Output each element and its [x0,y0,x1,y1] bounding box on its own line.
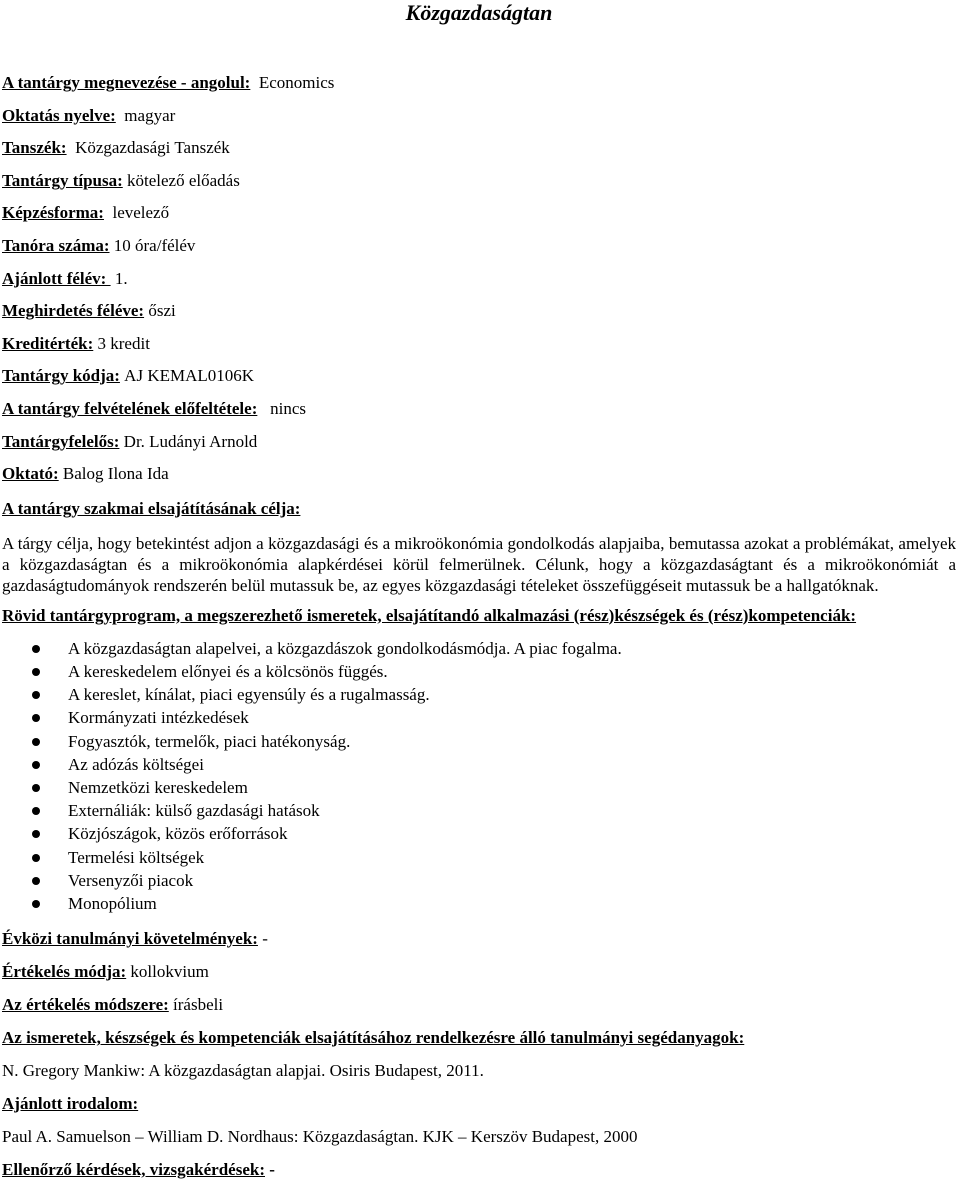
list-item [2,753,956,776]
questions-row [2,1159,956,1181]
field-value: nincs [270,398,306,418]
field-value: Economics [258,73,335,92]
field-label: Ajánlott félév: [2,268,111,288]
field-value: Balog Ilona Ida [62,464,169,484]
bullet-icon [32,830,40,838]
list-item [2,776,956,799]
list-item [2,822,956,845]
literature-text: Paul A. Samuelson – William D. Nordhaus: Közgazdaságtan. KJK – Kerszöv Budapest, 2000 [2,1127,638,1147]
list-item [2,683,956,706]
requirements-label: Évközi tanulmányi követelmények: [2,929,258,949]
list-item-text: Termelési költségek [68,847,205,867]
field-hours [2,235,956,268]
list-item [2,799,956,822]
list-item-text: Közjószágok, közös erőforrások [68,824,288,844]
bullet-icon [32,900,40,908]
field-value: kötelező előadás [127,170,240,190]
field-label: Képzésforma: [2,203,104,223]
questions-label: Ellenőrző kérdések, vizsgakérdések: [2,1160,265,1180]
field-value: levelező [112,203,170,223]
list-item-text: Fogyasztók, termelők, piaci hatékonyság. [68,731,351,751]
field-label: Tantárgy típusa: [2,170,123,190]
assessment-mode-label: Értékelés módja: [2,962,127,982]
assessment-method-row [2,994,956,1016]
bullet-icon [32,738,40,746]
field-course-code [2,365,956,398]
list-item-text: A kereslet, kínálat, piaci egyensúly és a rugalmasság. [68,685,430,705]
field-course-type [2,170,956,203]
field-value: 3 kredit [97,333,150,353]
field-training-form [2,202,956,235]
field-value: őszi [148,301,176,321]
program-heading: Rövid tantárgyprogram, a megszerezhető ismeretek, elsajátítandó alkalmazási (rész)készségek és (rész)kompetenciák: [2,605,857,625]
document-title: Közgazdaságtan [405,0,553,25]
bullet-icon [32,761,40,769]
bullet-icon [32,645,40,653]
topic-list [2,637,956,915]
list-item-text: Kormányzati intézkedések [68,708,249,728]
field-label: A tantárgy felvételének előfeltétele: [2,398,258,418]
field-label: Kreditérték: [2,333,94,353]
list-item [2,846,956,869]
materials-heading: Az ismeretek, készségek és kompetenciák elsajátításához rendelkezésre álló tanulmányi segédanyagok: [2,1028,745,1048]
goal-text: A tárgy célja, hogy betekintést adjon a közgazdasági és a mikroökonómia gondolkodás alapjaiba, bemutassa azokat a problémákat, amelyek a közgazdaságtan és a mikroökonómia alapkérdései körül felmerülnek. Célunk, hogy a közgazdaságtant és a mikroökonómiát a gazdaságtudományok rendszerén belül mutassuk be, az egyes közgazdasági tételeket összefüggéseit mutassuk be a hallgatóknak. [2,533,956,595]
list-item-text: A kereskedelem előnyei és a kölcsönös függés. [68,661,388,681]
field-credits [2,333,956,366]
course-document [2,0,956,1181]
field-responsible [2,431,956,464]
list-item [2,892,956,915]
assessment-mode-row [2,961,956,983]
bullet-icon [32,668,40,676]
list-item [2,706,956,729]
field-announced-semester [2,300,956,333]
field-value: AJ KEMAL0106K [124,366,255,386]
list-item [2,637,956,660]
list-item [2,869,956,892]
course-fields [2,72,956,496]
field-lecturer [2,463,956,496]
bullet-icon [32,877,40,885]
list-item-text: A közgazdaságtan alapelvei, a közgazdászok gondolkodásmódja. A piac fogalma. [68,638,622,658]
field-value: 10 óra/félév [113,235,196,255]
requirements-value: - [257,929,268,949]
field-recommended-semester [2,268,956,301]
field-english-name [2,72,956,105]
list-item-text: Monopólium [68,893,157,913]
requirements-row [2,928,956,950]
list-item [2,660,956,683]
bullet-icon [32,691,40,699]
field-label: Tanszék: [2,138,67,158]
field-value: Dr. Ludányi Arnold [123,431,258,451]
field-value: magyar [124,105,176,125]
field-label: Tanóra száma: [2,235,110,255]
list-item [2,730,956,753]
field-label: Meghirdetés féléve: [2,301,145,321]
list-item-text: Versenyzői piacok [68,870,194,890]
list-item-text: Az adózás költségei [68,754,204,774]
field-label: Tantárgyfelelős: [2,431,120,451]
field-label: Oktató: [2,464,59,484]
materials-text: N. Gregory Mankiw: A közgazdaságtan alapjai. Osiris Budapest, 2011. [2,1061,484,1081]
field-value: 1. [114,268,128,288]
field-label: Oktatás nyelve: [2,105,116,125]
field-prerequisite [2,398,956,431]
field-value: Közgazdasági Tanszék [75,138,230,158]
field-label: A tantárgy megnevezése - angolul: [2,73,251,92]
bullet-icon [32,784,40,792]
literature-heading: Ajánlott irodalom: [2,1094,139,1114]
assessment-mode-value: kollokvium [126,962,209,982]
assessment-method-value: írásbeli [168,995,224,1015]
field-label: Tantárgy kódja: [2,366,120,386]
field-language [2,105,956,138]
field-department [2,137,956,170]
bullet-icon [32,807,40,815]
bullet-icon [32,854,40,862]
list-item-text: Nemzetközi kereskedelem [68,777,248,797]
questions-value: - [265,1160,275,1180]
goal-heading: A tantárgy szakmai elsajátításának célja: [2,498,301,518]
bullet-icon [32,714,40,722]
assessment-method-label: Az értékelés módszere: [2,995,169,1015]
list-item-text: Externáliák: külső gazdasági hatások [68,801,320,821]
